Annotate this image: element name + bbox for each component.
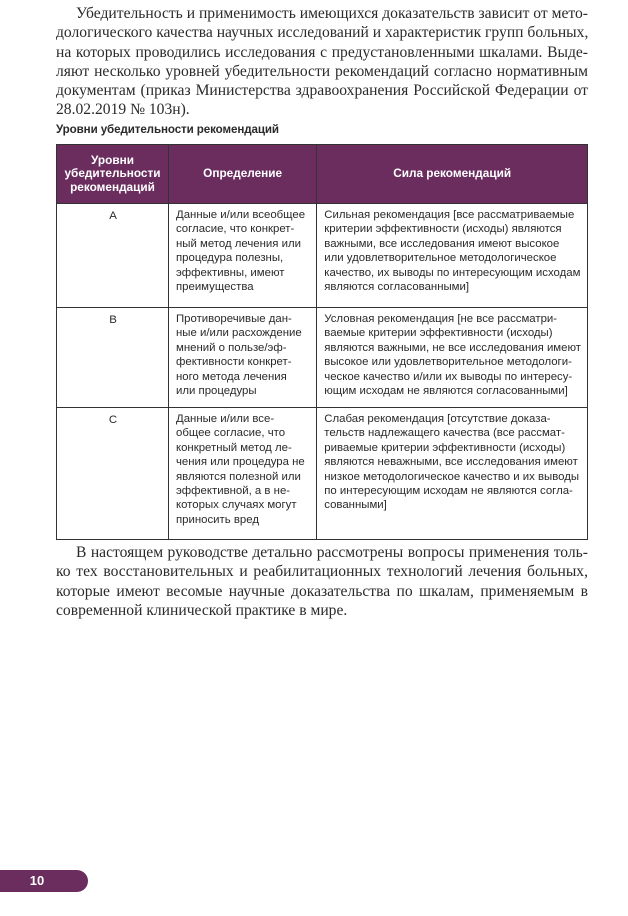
table-row [57, 308, 588, 408]
cell-line: конкретный метод ле- [175, 441, 292, 454]
cell-line: являются неважными, все исследования имеют [324, 456, 578, 469]
header-definition: Определение [168, 145, 316, 204]
cell-line: являются полезной или [175, 470, 301, 483]
header-strength: Сила рекомендаций [317, 145, 588, 204]
cell-line: сованными] [324, 499, 387, 512]
paragraph-line: ко тех восстановительных и реабилитационных технологий лечения больных, [56, 563, 588, 581]
cell-line: тельств надлежащего качества (все рассмат- [324, 427, 565, 440]
cell-line: ваемые критерии эффективности (исходы) [324, 327, 553, 340]
cell-line: приносить вред [175, 513, 259, 526]
paragraph-line: современной клинической практике в мире. [56, 601, 348, 619]
cell-line: ный метод лечения или [175, 237, 301, 250]
strength-cell [317, 408, 588, 540]
cell-line: являются важными, не все исследования имеют [324, 341, 581, 354]
cell-line: по интересующим исходам не являются согла- [324, 485, 573, 498]
cell-line: ющим исходам не являются согласованными] [324, 385, 568, 398]
strength-cell [317, 204, 588, 308]
cell-line: Слабая рекомендация [отсутствие доказа- [324, 413, 551, 425]
cell-line: общее согласие, что [175, 427, 286, 440]
paragraph-line: документам (приказ Министерства здравоохранения Российской Федерации от [56, 82, 588, 100]
intro-paragraph [56, 4, 588, 120]
table-header-row [57, 145, 588, 204]
cell-line: процедура полезны, [175, 252, 284, 265]
definition-cell [168, 308, 316, 408]
paragraph-line: дологического качества научных исследований и характеристик групп больных, [56, 24, 589, 42]
strength-cell [317, 308, 588, 408]
cell-line: чения или процедура не [175, 456, 305, 469]
definition-cell [168, 408, 316, 540]
cell-line: риваемые критерии эффективности (исходы) [324, 441, 566, 454]
cell-line: согласие, что конкрет- [175, 223, 295, 236]
level-cell: A [57, 204, 169, 308]
cell-line: ные и/или расхождение [175, 327, 302, 340]
cell-line: или процедуры [175, 385, 257, 398]
cell-line: преимущества [175, 281, 254, 294]
header-level-line: рекомендаций [70, 179, 155, 194]
cell-line: ческое качество и/или их выводы по интересу- [324, 370, 573, 383]
recommendation-levels-table [56, 144, 588, 540]
cell-line: низкое методологическое качество и их выводы [324, 470, 580, 483]
page-number-tab [0, 870, 88, 892]
cell-line: эффективны, имеют [175, 266, 285, 279]
level-cell: B [57, 308, 169, 408]
table-row [57, 408, 588, 540]
cell-line: качество, их выводы по интересующим исходам [324, 266, 581, 279]
paragraph-line: 28.02.2019 № 103н). [56, 101, 190, 119]
paragraph-line: Убедительность и применимость имеющихся доказательств зависит от мето- [76, 5, 588, 22]
cell-line: Сильная рекомендация [все рассматриваемые [324, 209, 575, 221]
paragraph-line: которые имеют весомые научные доказательства по шкалам, применяемым в [56, 582, 588, 600]
cell-line: ного метода лечения [175, 370, 287, 383]
cell-line: которых случаях могут [175, 499, 297, 512]
cell-line: фективности конкрет- [175, 356, 292, 369]
header-level-line: убедительности [64, 166, 161, 181]
closing-paragraph [56, 543, 588, 620]
cell-line: или удовлетворительное методологическое [324, 252, 557, 265]
cell-line: являются согласованными] [324, 281, 470, 294]
page-number: 10 [29, 873, 45, 888]
paragraph-line: ляют несколько уровней убедительности рекомендаций согласно нормативным [56, 62, 588, 80]
paragraph-line: В настоящем руководстве детально рассмотрены вопросы применения толь- [76, 544, 588, 561]
paragraph-line: на которых проводились исследования с предустановленными шкалами. Выде- [56, 43, 588, 61]
cell-line: Данные и/или все- [175, 413, 275, 425]
table-caption: Уровни убедительности рекомендаций [56, 123, 279, 136]
cell-line: эффективной, а в не- [175, 485, 291, 498]
level-cell: C [57, 408, 169, 540]
cell-line: важными, все исследования имеют высокое [324, 237, 560, 250]
definition-cell [168, 204, 316, 308]
cell-line: мнений о пользе/эф- [175, 341, 287, 354]
cell-line: высокое или удовлетворительное методологи- [324, 356, 572, 369]
table-row [57, 204, 588, 308]
cell-line: Условная рекомендация [не все рассматри- [324, 313, 558, 325]
cell-line: критерии эффективности (исходы) являются [324, 223, 562, 236]
header-level [57, 145, 169, 204]
cell-line: Данные и/или всеобщее [175, 209, 306, 221]
cell-line: Противоречивые дан- [175, 313, 292, 325]
header-level-line: Уровни [91, 152, 134, 167]
